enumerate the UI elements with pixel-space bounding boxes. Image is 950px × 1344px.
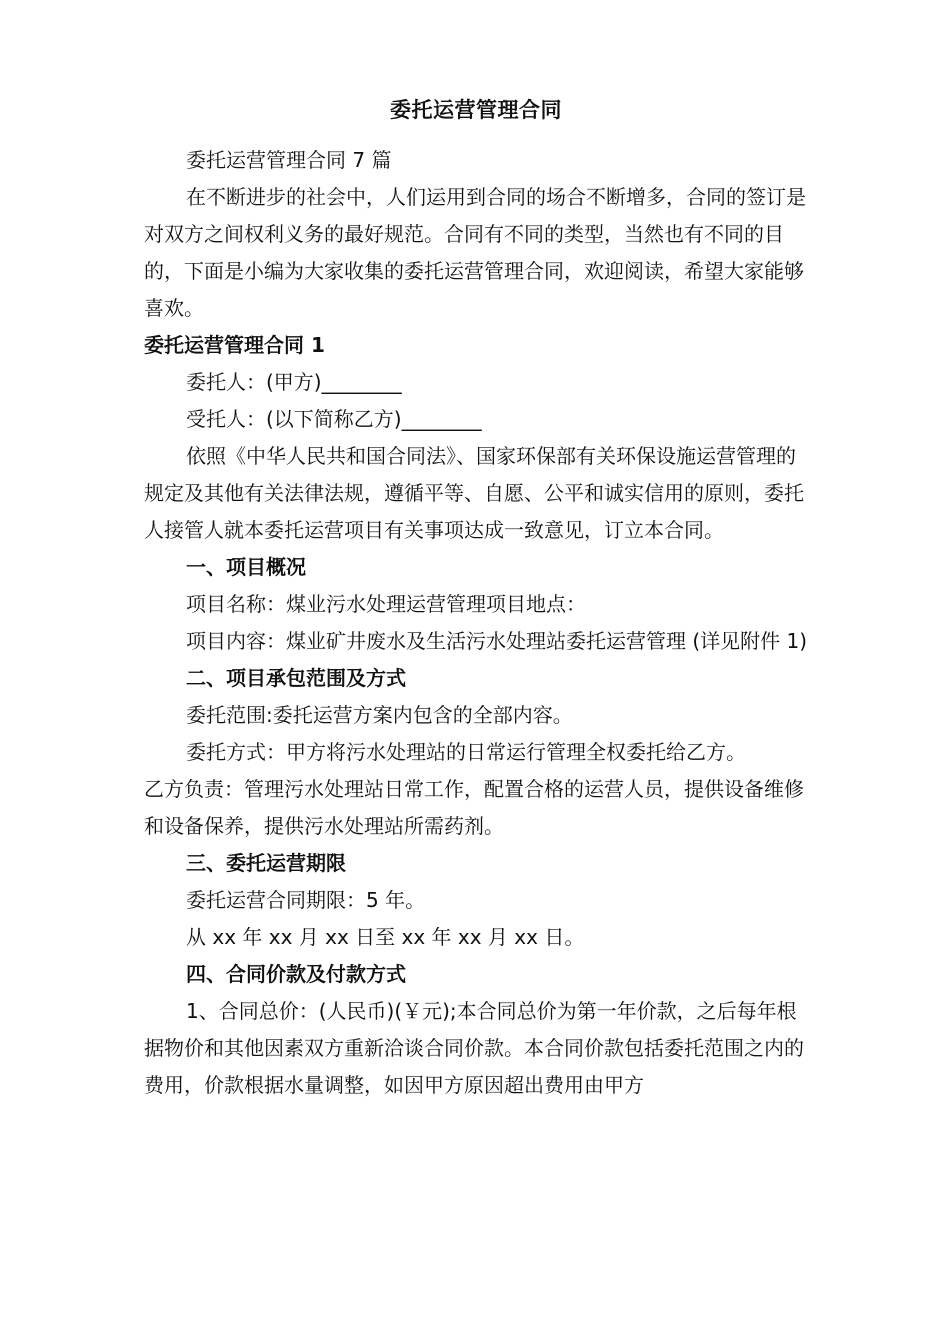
subtitle-paragraph: 委托运营管理合同 7 篇 bbox=[186, 148, 392, 172]
responsibility-paragraph: 乙方负责：管理污水处理站日常工作，配置合格的运营人员，提供设备维修和设备保养，提供污水处理站所需药剂。 bbox=[144, 777, 804, 838]
price-paragraph: 1、合同总价：(人民币)(￥元);本合同总价为第一年价款，之后每年根据物价和其他因素双方重新洽谈合同价款。本合同价款包括委托范围之内的费用，价款根据水量调整，如因甲方原因超出费用由甲方 bbox=[144, 999, 804, 1097]
heading-scope-and-method: 二、项目承包范围及方式 bbox=[186, 666, 406, 690]
section-heading-contract-1: 委托运营管理合同 1 bbox=[144, 333, 325, 357]
term-line: 委托运营合同期限：5 年。 bbox=[186, 888, 426, 912]
heading-project-overview: 一、项目概况 bbox=[186, 555, 306, 579]
scope-line: 委托范围:委托运营方案内包含的全部内容。 bbox=[186, 703, 573, 727]
trustee-line: 受托人：(以下简称乙方)________ bbox=[186, 407, 482, 431]
heading-price-and-payment: 四、合同价款及付款方式 bbox=[186, 962, 406, 986]
preamble-paragraph: 依照《中华人民共和国合同法》、国家环保部有关环保设施运营管理的规定及其他有关法律法规，遵循平等、自愿、公平和诚实信用的原则，委托人接管人就本委托运营项目有关事项达成一致意见，订立本合同。 bbox=[144, 444, 804, 542]
project-content-line: 项目内容：煤业矿井废水及生活污水处理站委托运营管理 (详见附件 1) bbox=[186, 629, 808, 653]
date-range-line: 从 xx 年 xx 月 xx 日至 xx 年 xx 月 xx 日。 bbox=[186, 925, 585, 949]
project-name-line: 项目名称：煤业污水处理运营管理项目地点： bbox=[186, 592, 586, 616]
heading-term: 三、委托运营期限 bbox=[186, 851, 346, 875]
document-title: 委托运营管理合同 bbox=[390, 98, 562, 122]
method-line: 委托方式：甲方将污水处理站的日常运行管理全权委托给乙方。 bbox=[186, 740, 746, 764]
document-page bbox=[144, 92, 808, 1104]
intro-paragraph: 在不断进步的社会中，人们运用到合同的场合不断增多，合同的签订是对双方之间权利义务的最好规范。合同有不同的类型，当然也有不同的目的，下面是小编为大家收集的委托运营管理合同，欢迎阅读，希望大家能够喜欢。 bbox=[144, 185, 806, 320]
document-body bbox=[144, 142, 808, 1104]
client-line: 委托人：(甲方)________ bbox=[186, 370, 402, 394]
